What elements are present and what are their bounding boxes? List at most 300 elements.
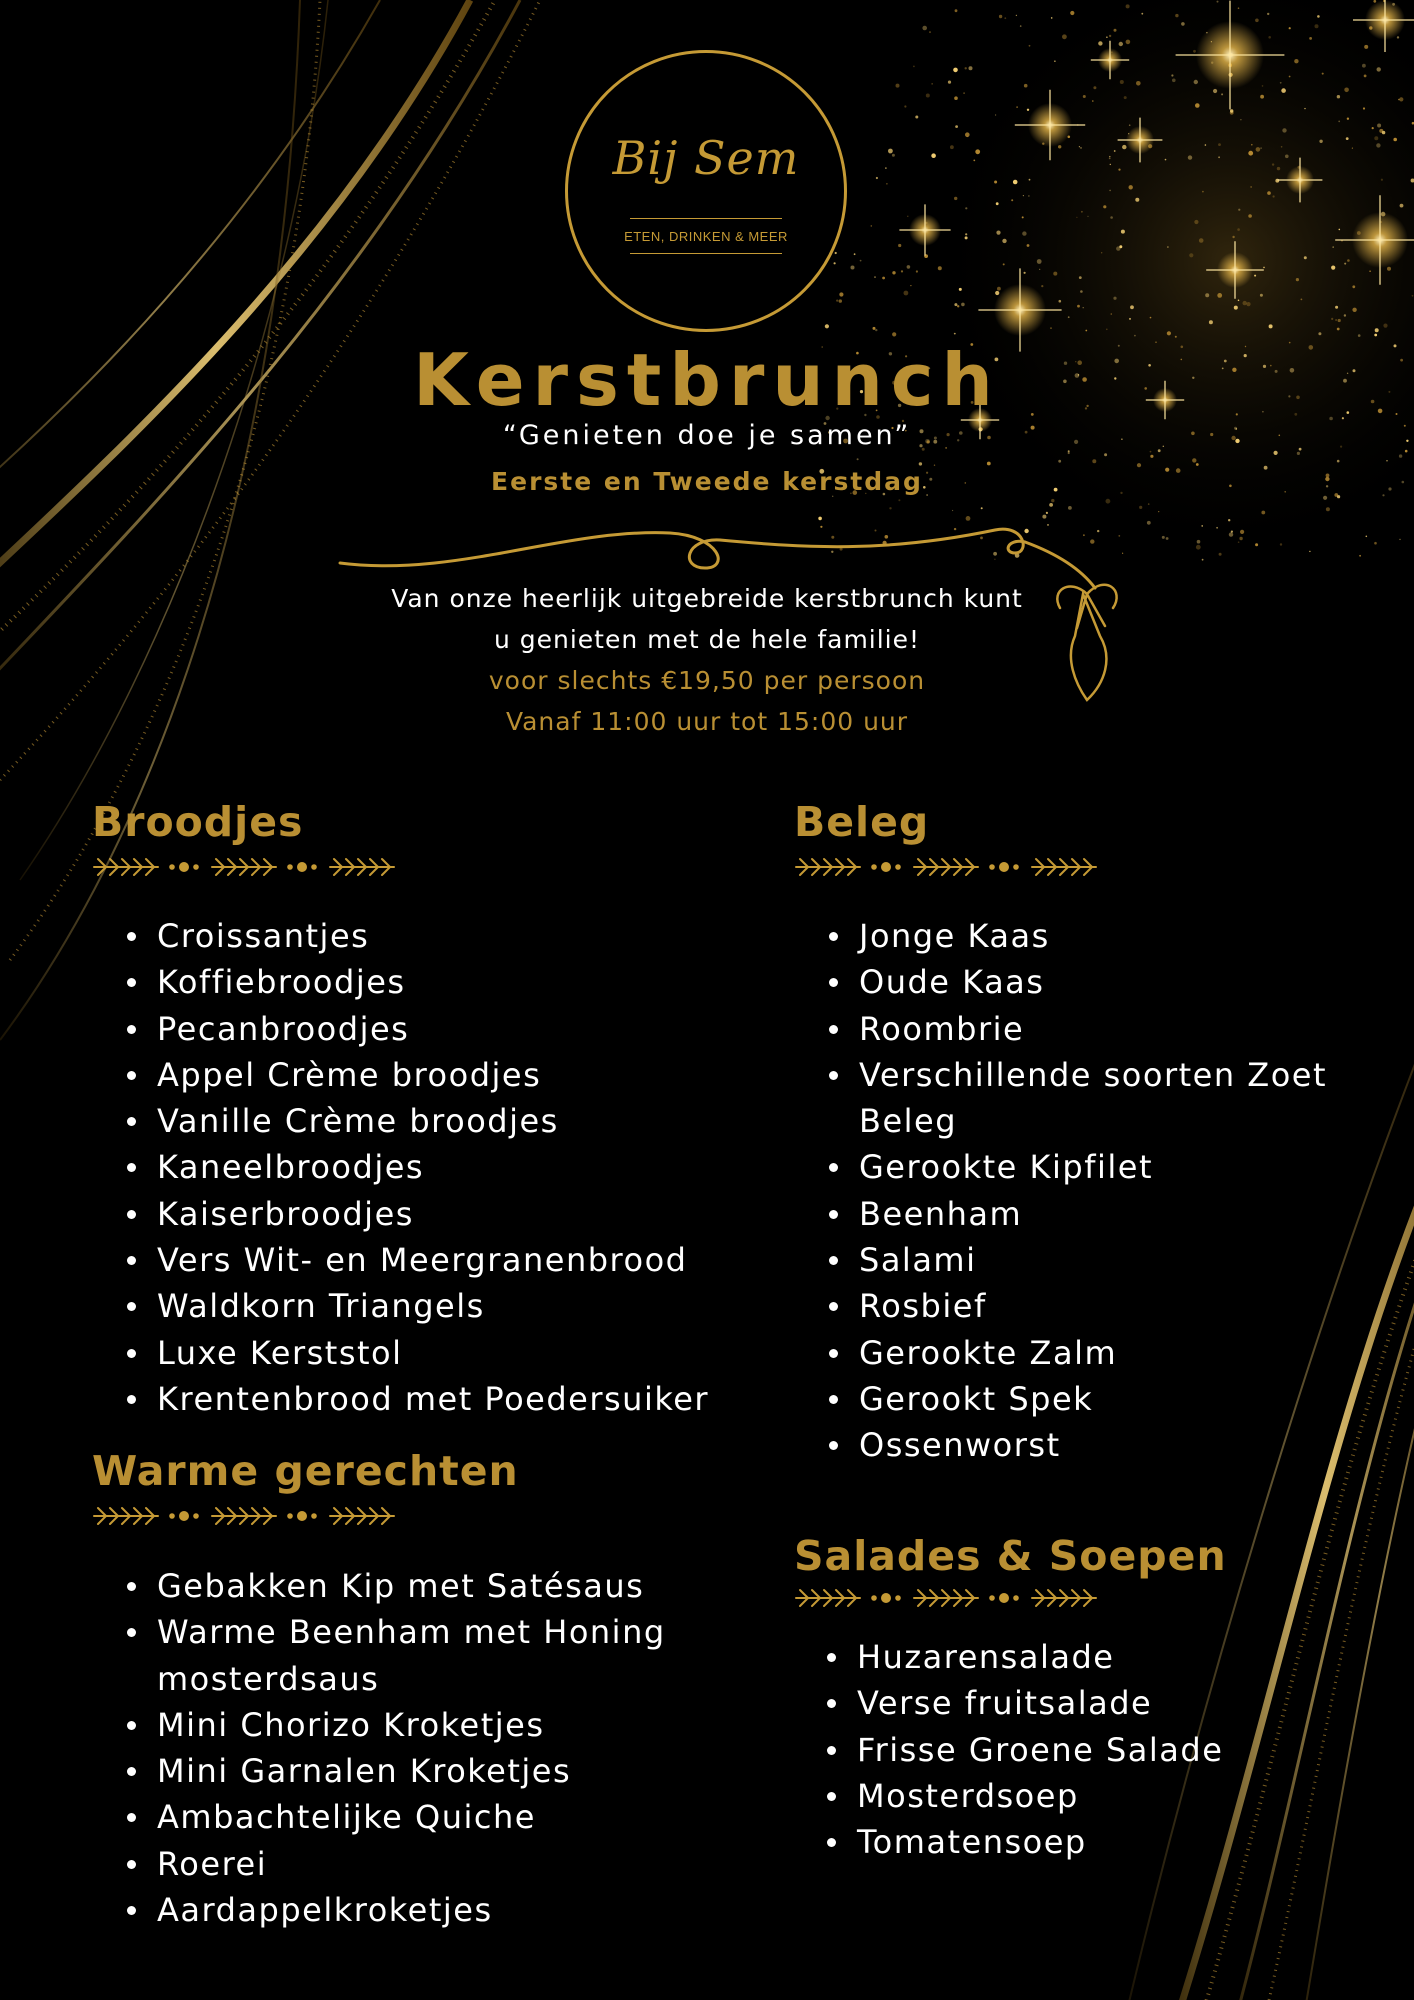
- sparkle-dot: [926, 94, 930, 98]
- list-item: Tomatensoep: [857, 1819, 1223, 1865]
- sparkle-dot: [1150, 317, 1152, 319]
- sparkle-dot: [1289, 27, 1291, 29]
- sparkle-dot: [1058, 145, 1061, 148]
- sparkle-dot: [1217, 1, 1219, 3]
- list-item: Mini Chorizo Kroketjes: [157, 1702, 666, 1748]
- sparkle-dot: [860, 260, 862, 262]
- ornament-divider: [92, 853, 396, 881]
- sparkle-dot: [1260, 147, 1262, 149]
- sparkle-dot: [1194, 220, 1198, 224]
- sparkle-dot: [1158, 511, 1159, 512]
- sparkle-dot: [1234, 306, 1238, 310]
- sparkle-dot: [1147, 521, 1151, 525]
- sparkle-dot: [1352, 148, 1353, 149]
- sparkle-dot: [965, 236, 968, 239]
- sparkle-dot: [1338, 121, 1340, 123]
- sparkle-dot: [1243, 301, 1247, 305]
- sparkle-dot: [1172, 79, 1176, 83]
- sparkle-dot: [1272, 163, 1274, 165]
- sparkle-dot: [1254, 275, 1256, 277]
- sparkle-dot: [1387, 267, 1391, 271]
- sparkle-dot: [1197, 540, 1201, 544]
- sparkle-dot: [1022, 231, 1026, 235]
- sparkle-dot: [1129, 185, 1133, 189]
- sparkle-dot: [1166, 537, 1169, 540]
- list-item: Kaiserbroodjes: [157, 1191, 709, 1237]
- sparkle-dot: [1297, 452, 1300, 455]
- sparkle-dot: [1237, 228, 1240, 231]
- sparkle-dot: [896, 84, 900, 88]
- list-item: Verse fruitsalade: [857, 1680, 1223, 1726]
- sparkle-dot: [1393, 138, 1397, 142]
- sparkle-dot: [1228, 519, 1230, 521]
- sparkle-dot: [965, 207, 967, 209]
- sparkle-dot: [1106, 329, 1108, 331]
- sparkle-dot: [938, 266, 942, 270]
- sparkle-dot: [1218, 156, 1220, 158]
- sparkle-dot: [892, 332, 896, 336]
- sparkle-dot: [1109, 35, 1111, 37]
- sparkle-dot: [1118, 169, 1120, 171]
- list-item: Warme Beenham met Honing: [157, 1609, 666, 1655]
- sparkle-dot: [1363, 107, 1365, 109]
- sparkle-dot: [1240, 119, 1241, 120]
- sparkle-dot: [1269, 324, 1273, 328]
- sparkle-dot: [888, 149, 893, 154]
- sparkle-dot: [1070, 11, 1074, 15]
- list-item: Gerookt Spek: [859, 1376, 1327, 1422]
- sparkle-dot: [1238, 541, 1240, 543]
- sparkle-dot: [913, 66, 915, 68]
- sparkle-dot: [1039, 269, 1040, 270]
- sparkle-dot: [1366, 536, 1368, 538]
- sparkle-dot: [1068, 316, 1070, 318]
- sparkle-dot: [1083, 95, 1086, 98]
- sparkle-dot: [1281, 146, 1283, 148]
- sparkle-dot: [1013, 180, 1018, 185]
- sparkle-dot: [1167, 331, 1171, 335]
- sparkle-dot: [1262, 85, 1264, 87]
- sparkle-dot: [873, 327, 876, 330]
- sparkle-dot: [1255, 543, 1258, 546]
- sparkle-dot: [1101, 252, 1102, 253]
- list-item: Koffiebroodjes: [157, 959, 709, 1005]
- sparkle-dot: [1119, 42, 1123, 46]
- sparkle-dot: [1309, 551, 1310, 552]
- sparkle-dot: [1004, 17, 1006, 19]
- sparkle-dot: [836, 300, 838, 302]
- sparkle-dot: [1256, 147, 1261, 152]
- list-item: Gerookte Zalm: [859, 1330, 1327, 1376]
- sparkle-dot: [1002, 239, 1006, 243]
- logo-badge: [565, 50, 847, 332]
- warme-gerechten-list: [95, 1563, 666, 1933]
- sparkle-dot: [1382, 131, 1385, 134]
- sparkle-dot: [1129, 124, 1131, 126]
- sparkle-dot: [1358, 334, 1361, 337]
- sparkle-dot: [1199, 238, 1204, 243]
- sparkle-dot: [1221, 93, 1223, 95]
- sparkle-dot: [1126, 40, 1131, 45]
- sparkle-dot: [1335, 319, 1337, 321]
- sparkle-dot: [1218, 143, 1221, 146]
- sparkle-dot: [1111, 313, 1113, 315]
- sparkle-dot: [969, 66, 973, 70]
- sparkle-dot: [1346, 137, 1349, 140]
- sparkle-dot: [1216, 527, 1218, 529]
- sparkle-dot: [1016, 106, 1018, 108]
- page-title: Kerstbrunch: [413, 338, 1001, 422]
- sparkle-dot: [1092, 100, 1094, 102]
- section-title-beleg: Beleg: [794, 798, 930, 846]
- sparkle-dot: [1386, 460, 1387, 461]
- sparkle-dot: [1134, 335, 1136, 337]
- sparkle-dot: [922, 26, 927, 31]
- sparkle-dot: [1280, 543, 1282, 545]
- sparkle-dot: [1193, 50, 1196, 53]
- list-item: Rosbief: [859, 1283, 1327, 1329]
- sparkle-dot: [1098, 41, 1102, 45]
- sparkle-dot: [1337, 95, 1340, 98]
- sparkle-dot: [1263, 267, 1265, 269]
- sparkle-dot: [886, 183, 888, 185]
- sparkle-dot: [1023, 195, 1024, 196]
- list-item: Huzarensalade: [857, 1634, 1223, 1680]
- sparkle-dot: [1029, 179, 1031, 181]
- sparkle-dot: [1344, 88, 1349, 93]
- ornament-divider: [794, 853, 1098, 881]
- sparkle-dot: [973, 160, 975, 162]
- list-item: mosterdsaus: [157, 1659, 380, 1698]
- sparkle-dot: [1092, 459, 1096, 463]
- sparkle-dot: [1029, 45, 1031, 47]
- sparkle-dot: [1251, 144, 1253, 146]
- sparkle-dot: [999, 15, 1002, 18]
- sparkle-dot: [1114, 29, 1117, 32]
- sparkle-dot: [1280, 82, 1282, 84]
- sparkle-dot: [839, 299, 842, 302]
- sparkle-dot: [1339, 229, 1341, 231]
- sparkle-dot: [1323, 496, 1327, 500]
- sparkle-dot: [871, 225, 873, 227]
- sparkle-dot: [1369, 270, 1371, 272]
- sparkle-dot: [1248, 214, 1252, 218]
- sparkle-dot: [1205, 293, 1209, 297]
- sparkle-dot: [1141, 13, 1143, 15]
- section-title-broodjes: Broodjes: [92, 798, 304, 846]
- sparkle-dot: [996, 231, 1000, 235]
- sparkle-dot: [1104, 453, 1107, 456]
- sparkle-dot: [1317, 15, 1320, 18]
- sparkle-dot: [1175, 14, 1178, 17]
- sparkle-dot: [1188, 155, 1192, 159]
- sparkle-dot: [1231, 531, 1233, 533]
- sparkle-dot: [1129, 318, 1131, 320]
- sparkle-dot: [1171, 74, 1173, 76]
- sparkle-dot: [1289, 76, 1291, 78]
- sparkle-dot: [1285, 155, 1289, 159]
- sparkle-dot: [1209, 320, 1213, 324]
- sparkle-dot: [1319, 140, 1322, 143]
- sparkle-dot: [898, 499, 900, 501]
- sparkle-dot: [1027, 244, 1030, 247]
- sparkle-dot: [1201, 525, 1203, 527]
- sparkle-dot: [854, 253, 856, 255]
- sparkle-dot: [1087, 216, 1088, 217]
- sparkle-dot: [1277, 167, 1280, 170]
- list-item: Ossenworst: [859, 1422, 1327, 1468]
- sparkle-dot: [1080, 290, 1083, 293]
- sparkle-dot: [965, 67, 967, 69]
- sparkle-dot: [1110, 216, 1113, 219]
- sparkle-dot: [885, 167, 886, 168]
- sparkle-dot: [1150, 455, 1153, 458]
- list-item: Gebakken Kip met Satésaus: [157, 1563, 666, 1609]
- sparkle-dot: [1337, 460, 1340, 463]
- sparkle-dot: [1309, 37, 1312, 40]
- sparkle-dot: [1381, 179, 1383, 181]
- sparkle-dot: [1238, 300, 1240, 302]
- sparkle-dot: [1093, 86, 1096, 89]
- sparkle-dot: [1344, 263, 1346, 265]
- sparkle-dot: [1053, 272, 1057, 276]
- sparkle-dot: [1282, 128, 1286, 132]
- sparkle-dot: [1238, 7, 1240, 9]
- sparkle-dot: [1332, 246, 1334, 248]
- sparkle-dot: [1196, 545, 1201, 550]
- sparkle-dot: [1376, 143, 1380, 147]
- sparkle-dot: [1121, 230, 1125, 234]
- sparkle-dot: [1230, 109, 1233, 112]
- sparkle-dot: [1304, 256, 1307, 259]
- sparkle-dot: [1003, 263, 1005, 265]
- sparkle-dot: [965, 233, 967, 235]
- sparkle-dot: [1255, 19, 1259, 23]
- sparkle-dot: [874, 276, 875, 277]
- sparkle-dot: [1267, 13, 1269, 15]
- sparkle-dot: [915, 116, 918, 119]
- sparkle-dot: [931, 153, 936, 158]
- sparkle-dot: [1041, 285, 1043, 287]
- sparkle-dot: [957, 305, 959, 307]
- sparkle-dot: [963, 92, 965, 94]
- sparkle-dot: [1058, 460, 1061, 463]
- sparkle-dot: [1181, 22, 1185, 26]
- sparkle-dot: [1296, 278, 1299, 281]
- sparkle-dot: [1375, 328, 1379, 332]
- salades-soepen-list: [795, 1634, 1223, 1865]
- sparkle-dot: [965, 132, 970, 137]
- sparkle-dot: [1167, 246, 1169, 248]
- intro-price: voor slechts €19,50 per persoon: [488, 666, 926, 695]
- sparkle-dot: [1114, 150, 1116, 152]
- sparkle-dot: [1027, 109, 1029, 111]
- sparkle-dot: [1148, 503, 1150, 505]
- sparkle-dot: [950, 145, 954, 149]
- sparkle-dot: [955, 125, 958, 128]
- sparkle-dot: [1331, 266, 1335, 270]
- sparkle-dot: [1192, 458, 1196, 462]
- sparkle-dot: [1352, 285, 1355, 288]
- list-item: Mini Garnalen Kroketjes: [157, 1748, 666, 1794]
- list-item: Beenham: [859, 1191, 1327, 1237]
- section-title-salades-soepen: Salades & Soepen: [794, 1532, 1227, 1580]
- sparkle-dot: [1106, 36, 1108, 38]
- sparkle-dot: [910, 285, 911, 286]
- sparkle-dot: [834, 262, 836, 264]
- sparkle-dot: [916, 270, 918, 272]
- sparkle-dot: [1372, 127, 1374, 129]
- intro-line-2: u genieten met de hele familie!: [493, 625, 921, 654]
- sparkle-dot: [1085, 330, 1087, 332]
- sparkle-dot: [904, 105, 906, 107]
- sparkle-dot: [1050, 327, 1052, 329]
- sparkle-dot: [907, 265, 911, 269]
- sparkle-dot: [1037, 259, 1042, 264]
- section-title-warme-gerechten: Warme gerechten: [92, 1447, 519, 1495]
- sparkle-dot: [1202, 559, 1204, 561]
- sparkle-dot: [1335, 306, 1338, 309]
- sparkle-dot: [1205, 144, 1207, 146]
- sparkle-dot: [954, 303, 957, 306]
- sparkle-dot: [1238, 209, 1240, 211]
- sparkle-dot: [1260, 294, 1263, 297]
- list-item: Waldkorn Triangels: [157, 1283, 709, 1329]
- sparkle-dot: [1377, 124, 1381, 128]
- list-item: Aardappelkroketjes: [157, 1887, 666, 1933]
- sparkle-dot: [1202, 191, 1204, 193]
- sparkle-dot: [1344, 314, 1346, 316]
- sparkle-dot: [835, 252, 837, 254]
- list-item: Pecanbroodjes: [157, 1006, 709, 1052]
- sparkle-dot: [901, 270, 903, 272]
- sparkle-dot: [997, 287, 1001, 291]
- sparkle-dot: [987, 462, 991, 466]
- sparkle-dot: [1362, 64, 1366, 68]
- sparkle-dot: [882, 277, 885, 280]
- sparkle-dot: [1103, 205, 1106, 208]
- sparkle-dot: [1232, 236, 1234, 238]
- sparkle-dot: [1347, 259, 1350, 262]
- sparkle-dot: [1130, 305, 1134, 309]
- list-item: Salami: [859, 1237, 1327, 1283]
- intro-line-1: Van onze heerlijk uitgebreide kerstbrunch kunt: [391, 584, 1023, 613]
- sparkle-dot: [1136, 81, 1141, 86]
- sparkle-dot: [1229, 532, 1233, 536]
- sparkle-dot: [892, 154, 895, 157]
- sparkle-dot: [1294, 59, 1298, 63]
- sparkle-dot: [1377, 67, 1381, 71]
- sparkle-dot: [1195, 103, 1200, 108]
- sparkle-dot: [1024, 272, 1026, 274]
- sparkle-dot: [1062, 34, 1067, 39]
- sparkle-dot: [1051, 499, 1054, 502]
- page-subtitle: “Genieten doe je samen”: [502, 420, 912, 451]
- sparkle-dot: [1020, 25, 1022, 27]
- sparkle-dot: [1106, 499, 1111, 504]
- list-item: Appel Crème broodjes: [157, 1052, 709, 1098]
- sparkle-dot: [1076, 217, 1077, 218]
- sparkle-dot: [1347, 118, 1349, 120]
- sparkle-dot: [1399, 97, 1403, 101]
- sparkle-dot: [898, 244, 901, 247]
- sparkle-dot: [975, 149, 980, 154]
- sparkle-dot: [1261, 511, 1265, 515]
- sparkle-dot: [1281, 88, 1286, 93]
- sparkle-dot: [1399, 539, 1400, 540]
- sparkle-dot: [1051, 17, 1053, 19]
- sparkle-dot: [1011, 199, 1013, 201]
- list-item: Beleg: [859, 1102, 958, 1141]
- sparkle-dot: [919, 462, 922, 465]
- sparkle-dot: [857, 458, 859, 460]
- intro-hours: Vanaf 11:00 uur tot 15:00 uur: [505, 707, 909, 736]
- sparkle-dot: [954, 197, 957, 200]
- sparkle-dot: [1077, 305, 1080, 308]
- sparkle-dot: [1397, 36, 1399, 38]
- list-item: Kaneelbroodjes: [157, 1144, 709, 1190]
- list-item: Roombrie: [859, 1006, 1327, 1052]
- sparkle-dot: [1109, 156, 1110, 157]
- sparkle-dot: [1359, 555, 1361, 557]
- sparkle-dot: [1304, 108, 1305, 109]
- sparkle-dot: [955, 9, 958, 12]
- sparkle-dot: [1239, 537, 1242, 540]
- sparkle-dot: [1049, 503, 1053, 507]
- beleg-list: [797, 913, 1327, 1469]
- sparkle-dot: [954, 96, 958, 100]
- sparkle-dot: [1196, 463, 1199, 466]
- sparkle-dot: [1248, 151, 1253, 156]
- list-item: Mosterdsoep: [857, 1773, 1223, 1819]
- sparkle-dot: [907, 216, 908, 217]
- sparkle-dot: [1083, 307, 1084, 308]
- sparkle-dot: [1059, 300, 1062, 303]
- ornament-divider: [794, 1584, 1098, 1612]
- sparkle-dot: [1054, 61, 1055, 62]
- sparkle-dot: [1246, 302, 1250, 306]
- sparkle-dot: [1364, 45, 1368, 49]
- sparkle-dot: [1274, 451, 1278, 455]
- list-item: Roerei: [157, 1841, 666, 1887]
- sparkle-dot: [1022, 216, 1024, 218]
- sparkle-dot: [825, 324, 829, 328]
- sparkle-dot: [1124, 96, 1127, 99]
- sparkle-dot: [1331, 318, 1333, 320]
- sparkle-dot: [1219, 553, 1222, 556]
- sparkle-dot: [875, 329, 877, 331]
- sparkle-dot: [1374, 136, 1378, 140]
- sparkle-dot: [1301, 299, 1303, 301]
- sparkle-dot: [1113, 297, 1116, 300]
- sparkle-dot: [1315, 24, 1319, 28]
- list-item: Krentenbrood met Poedersuiker: [157, 1376, 709, 1422]
- sparkle-dot: [1109, 158, 1111, 160]
- sparkle-dot: [1024, 84, 1028, 88]
- list-item: Vers Wit- en Meergranenbrood: [157, 1237, 709, 1283]
- sparkle-dot: [961, 303, 965, 307]
- ornament-divider: [92, 1502, 396, 1530]
- sparkle-dot: [1110, 164, 1111, 165]
- sparkle-dot: [995, 114, 996, 115]
- sparkle-dot: [934, 465, 935, 466]
- sparkle-dot: [1399, 454, 1402, 457]
- sparkle-dot: [1189, 253, 1193, 257]
- sparkle-dot: [1016, 15, 1017, 16]
- sparkle-dot: [839, 292, 843, 296]
- sparkle-dot: [948, 81, 951, 84]
- sparkle-dot: [1374, 542, 1377, 545]
